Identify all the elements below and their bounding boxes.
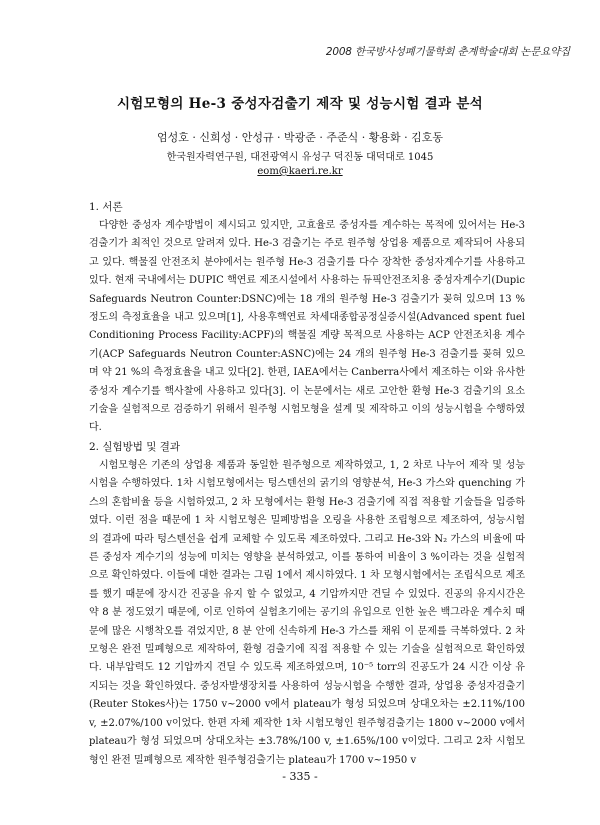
section-body: 시험모형은 기존의 상업용 제품과 동일한 원주형으로 제작하였고, 1, 2 차로 나누어 제작 및 성능시험을 수행하였다. 1차 시험모형에서는 텅스텐선의 굵기의 영향분석, He-3 가스와 quenching 가스의 혼합비율 등을 시험하였고, 2 차 모형에서는 환형 He-3 검출기에 직접 적용할 기술들을 입증하였다. 이런 점을 때문에 1 차 시험모형은 밀폐방법을 오링을 사용한 조립형으로 제조하여, 성능시험의 결과에 따라 텅스텐선을 쉽게 교체할 수 있도록 제조하였다. 그리고 He-3와 N₂ 가스의 비율에 따른 중성자 계수기의 성능에 미치는 영향을 분석하였고, 이를 통하여 비율이 3 %이라는 것을 실험적으로 확인하였다. 이들에 대한 결과는 그림 1에서 제시하였다. 1 차 모형시험에서는 조립식으로 제조를 했기 때문에 장시간 진공을 유지 할 수 없었고, 4 기압까지만 견딜 수 있었다. 진공의 유지시간은 약 8 분 정도였기 때문에, 이로 인하여 실험초기에는 공기의 유입으로 인한 높은 백그라운 계수치 때문에 많은 시행착오를 겪었지만, 8 분 안에 신속하게 He-3 가스를 채워 이 문제를 극복하였다. 2 차 모형은 완전 밀폐형으로 제작하여, 환형 검출기에 직접 적용할 수 있는 기술을 실험적으로 확인하였다. 내부압력도 12 기압까지 견딜 수 있도록 제조하였으며, 10⁻⁵ torr의 진공도가 24 시간 이상 유지되는 것을 확인하였다. 중성자발생장치를 사용하여 성능시험을 수행한 결과, 상업용 중성자검출기(Reuter Stokes사)는 1750 v~2000 v에서 plateau가 형성 되었으며 상대오차는 ±2.11%/100 v, ±2.07%/100 v이었다. 한편 자체 제작한 1차 시험모형인 원주형검출기는 1800 v~2000 v에서 plateau가 형성 되었으며 상대오차는 ±3.78%/100 v, ±1.65%/100 v이었다. 그리고 2차 시험모형인 완전 밀폐형으로 제작한 원주형검출기는 plateau가 1700 v~1950 v (89, 460, 525, 766)
section-methods-results (89, 439, 525, 770)
author-list: 엄성호 · 신희성 · 안성규 · 박광준 · 주준식 · 황용화 · 김호동 (156, 131, 444, 144)
section-heading: 1. 서론 (89, 201, 123, 213)
running-header: 2008 한국방사성폐기물학회 춘계학술대회 논문요약집 (325, 46, 570, 58)
affiliation: 한국원자력연구원, 대전광역시 유성구 덕진동 대덕대로 1045 (166, 152, 434, 163)
page-number: - 335 - (282, 770, 318, 783)
paper-title: 시험모형의 He-3 중성자검출기 제작 및 성능시험 결과 분석 (116, 96, 484, 112)
section-introduction (89, 199, 525, 438)
author-email: eom@kaeri.re.kr (257, 166, 343, 177)
section-heading: 2. 실험방법 및 결과 (89, 441, 181, 453)
section-body: 다양한 중성자 계수방법이 제시되고 있지만, 고효율로 중성자를 계수하는 목적에 있어서는 He-3 검출기가 최적인 것으로 알려져 있다. He-3 검출기는 주로 원주형 상업용 제품으로 제작되어 사용되고 있다. 핵물질 안전조치 분야에서는 원주형 He-3 검출기를 다수 장착한 중성자계수기를 사용하고 있다. 현재 국내에서는 DUPIC 핵연료 제조시설에서 사용하는 듀픽안전조치용 중성자계수기(Dupic Safeguards Neutron Counter:DSNC)에는 18 개의 원주형 He-3 검출기가 꽂혀 있으며 13 % 정도의 측정효율을 내고 있으며[1], 사용후핵연료 차세대종합공정실증시설(Advanced spent fuel Conditioning Process Facility:ACPF)의 핵물질 계량 목적으로 사용하는 ACP 안전조치용 계수기(ACP Safeguards Neutron Counter:ASNC)에는 24 개의 원주형 He-3 검출기를 꽂혀 있으며 약 21 %의 측정효율을 내고 있다[2]. 한편, IAEA에서는 Canberra사에서 제조하는 이와 유사한 중성자 계수기를 핵사찰에 사용하고 있다[3]. 이 논문에서는 새로 고안한 환형 He-3 검출기의 요소기술을 실험적으로 검증하기 위해서 원주형 시험모형을 설계 및 제작하고 이의 성능시험을 수행하였다. (89, 220, 525, 434)
